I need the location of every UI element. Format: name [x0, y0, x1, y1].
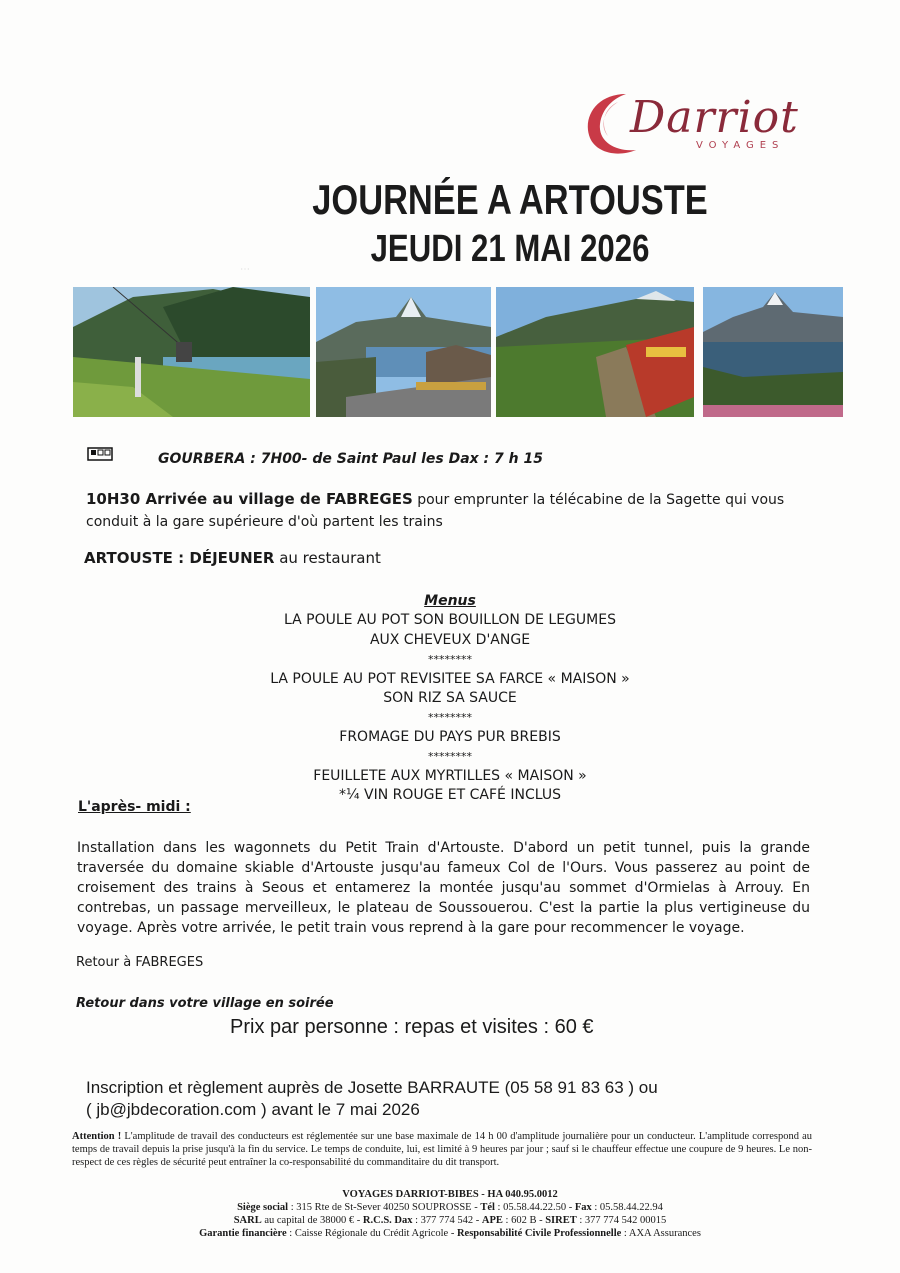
event-date: JEUDI 21 MAI 2026 — [370, 228, 650, 270]
registration-line-1: Inscription et règlement auprès de Josette BARRAUTE (05 58 91 83 63 ) ou — [86, 1078, 658, 1097]
registration-info — [86, 1077, 706, 1121]
menu-line: AUX CHEVEUX D'ANGE — [369, 631, 531, 648]
lunch-line — [84, 549, 381, 567]
menu-line: FEUILLETE AUX MYRTILLES « MAISON » — [313, 767, 587, 784]
logo-word: Darriot — [630, 92, 799, 143]
menu-line: *¼ VIN ROUGE ET CAFÉ INCLUS — [339, 787, 561, 804]
company-footer — [0, 1188, 900, 1240]
menu-line: LA POULE AU POT SON BOUILLON DE LEGUMES — [284, 612, 616, 629]
departure-times: GOURBERA : 7H00- de Saint Paul les Dax : 7 h 15 — [158, 451, 543, 467]
menu-section — [0, 592, 900, 805]
photo-mountain-lake — [703, 287, 843, 417]
company-name: VOYAGES DARRIOT-BIBES - HA 040.95.0012 — [342, 1189, 558, 1200]
menu-separator: ******** — [428, 750, 472, 764]
menu-line: SON RIZ SA SAUCE — [383, 690, 517, 707]
notice-text: L'amplitude de travail des conducteurs est réglementée sur une base maximale de 14 h 00 d'amplitude journalière pour un conducteur. L'amplitude correspond au temps de travail depuis la prise jusqu'à la fin du service. Le temps de conduite, lui, est limité à 9 heures par jour ; sauf si le chauffeur effectue une coupure de 9 heures. Le non-respect de ces règles de sécurité peut entraîner la co-responsabilité du commanditaire du dit transport. — [72, 1131, 812, 1168]
menu-line: FROMAGE DU PAYS PUR BREBIS — [339, 728, 561, 745]
registration-line-2: ( jb@jbdecoration.com ) avant le 7 mai 2026 — [86, 1100, 420, 1119]
afternoon-description: Installation dans les wagonnets du Petit Train d'Artouste. D'abord un petit tunnel, puis la grande traversée du domaine skiable d'Artouste jusqu'au fameux Col de l'Ours. Vous passerez au point de croisement des trains à Seous et entamerez la montée jusqu'au sommet d'Ormielas à Arrouy. En contrebas, un passage merveilleux, le plateau de Soussouerou. C'est la partie la plus vertigineuse du voyage. Après votre arrivée, le petit train vous reprend à la gare pour recommencer le voyage. — [77, 840, 810, 936]
price-line: Prix par personne : repas et visites : 60 € — [230, 1016, 594, 1038]
bus-icon — [87, 446, 113, 460]
afternoon-heading: L'après- midi : — [78, 799, 191, 815]
company-registration: SARL au capital de 38000 € - R.C.S. Dax : 377 774 542 - APE : 602 B - SIRET : 377 774 542 00015 — [233, 1215, 667, 1226]
faded-ghost-text: ⋯ — [240, 264, 250, 275]
company-address: Siège social : 315 Rte de St-Sever 40250 SOUPROSSE - Tél : 05.58.44.22.50 - Fax : 05.58.44.22.94 — [237, 1202, 663, 1213]
photo-petit-train — [496, 287, 694, 417]
arrival-text — [86, 488, 806, 533]
menu-separator: ******** — [428, 711, 472, 725]
company-guarantee: Garantie financière : Caisse Régionale du Crédit Agricole - Responsabilité Civile Professionnelle : AXA Assurances — [199, 1228, 701, 1239]
lunch-title: ARTOUSTE : DÉJEUNER — [84, 549, 275, 567]
photo-cable-car-lake — [73, 287, 310, 417]
page-title: JOURNÉE A ARTOUSTE — [312, 176, 708, 223]
photo-mountain-chalet — [316, 287, 491, 417]
logo-subtitle: VOYAGES — [696, 140, 785, 151]
lunch-detail: au restaurant — [274, 549, 381, 567]
return-village: Retour dans votre village en soirée — [76, 996, 334, 1011]
darriot-logo — [578, 88, 818, 158]
menu-heading: Menus — [424, 593, 476, 609]
notice-label: Attention ! — [72, 1131, 122, 1142]
driver-notice — [72, 1130, 812, 1169]
menu-line: LA POULE AU POT REVISITEE SA FARCE « MAISON » — [270, 670, 630, 687]
arrival-detail: pour emprunter la télécabine de la Sagette qui vous conduit à la gare supérieure d'où partent les trains — [86, 492, 785, 530]
menu-separator: ******** — [428, 653, 472, 667]
arrival-time: 10H30 Arrivée au village de FABREGES — [86, 490, 413, 508]
return-fabreges: Retour à FABREGES — [76, 955, 204, 970]
